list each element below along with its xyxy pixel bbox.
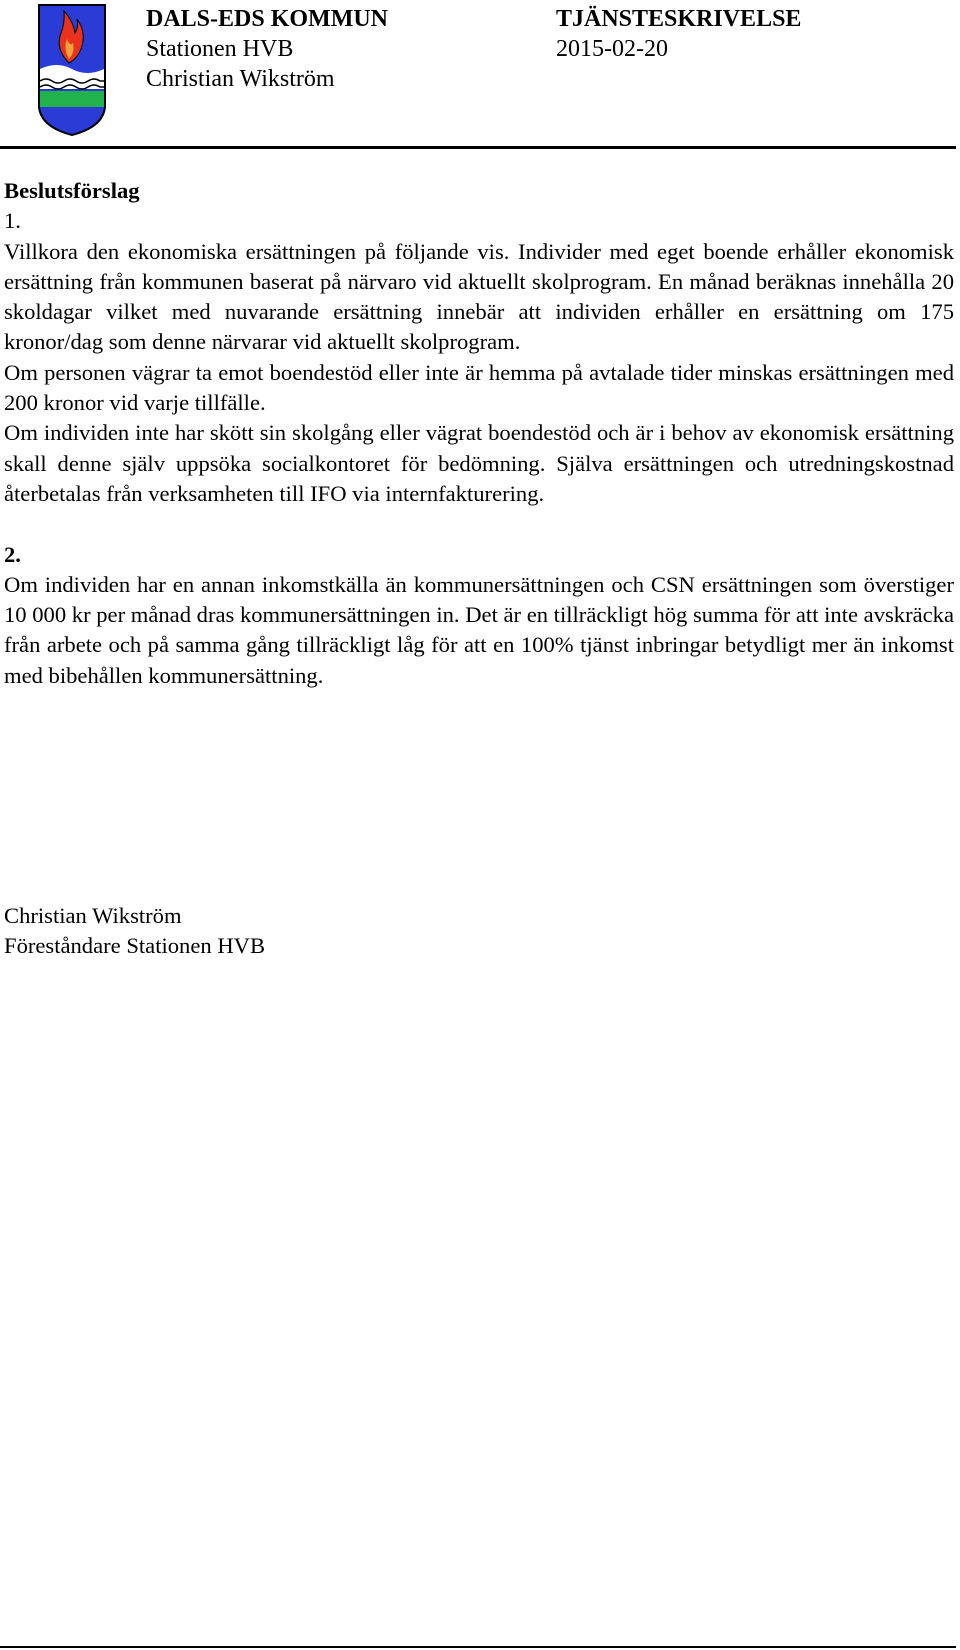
section1-paragraph-3: Om individen inte har skött sin skolgång eller vägrat boendestöd och är i behov av ekonomisk ersättning skall denne själv uppsöka socialkontoret för bedömning. Själva ersättningen och utredningskostnad återbetalas från verksamheten till IFO via internfakturering. xyxy=(4,420,954,506)
header-divider xyxy=(0,146,956,149)
organization-name: DALS-EDS KOMMUN xyxy=(146,6,389,32)
section-heading: Beslutsförslag xyxy=(4,178,140,203)
header-right-block xyxy=(556,4,801,64)
document-date: 2015-02-20 xyxy=(556,36,668,62)
section1-paragraph-1: Villkora den ekonomiska ersättningen på följande vis. Individer med eget boende erhåller ekonomisk ersättning från kommunen baserat på närvaro vid aktuellt skolprogram. En månad beräknas innehålla 20 skoldagar vilket med nuvarande ersättning innebär att individen erhåller en ersättning om 175 kronor/dag som denne närvarar vid aktuellt skolprogram. xyxy=(4,238,954,355)
paragraph-spacer xyxy=(4,509,954,539)
document-body xyxy=(4,176,954,691)
section1-paragraph-2: Om personen vägrar ta emot boendestöd eller inte är hemma på avtalade tider minskas ersättningen med 200 kronor vid varje tillfälle. xyxy=(4,359,954,416)
header-left-block xyxy=(146,4,388,94)
footer-divider xyxy=(0,1646,956,1648)
section1-number: 1. xyxy=(4,208,21,234)
signature-title: Föreståndare Stationen HVB xyxy=(4,933,266,959)
unit-name: Stationen HVB xyxy=(146,36,294,62)
document-type: TJÄNSTESKRIVELSE xyxy=(556,6,802,32)
signature-name: Christian Wikström xyxy=(4,903,182,928)
signature-block xyxy=(4,901,265,962)
section2-paragraph-1: Om individen har en annan inkomstkälla än kommunersättningen och CSN ersättningen som överstiger 10 000 kr per månad dras kommunersättningen in. Det är en tillräckligt hög summa för att inte avskräcka från arbete och på samma gång tillräckligt låg för att en 100% tjänst inbringar betydligt mer än inkomst med bibehållen kommunersättning. xyxy=(4,571,954,688)
section2-number: 2. xyxy=(4,541,21,567)
municipality-crest-logo xyxy=(37,3,107,137)
author-name: Christian Wikström xyxy=(146,66,335,92)
